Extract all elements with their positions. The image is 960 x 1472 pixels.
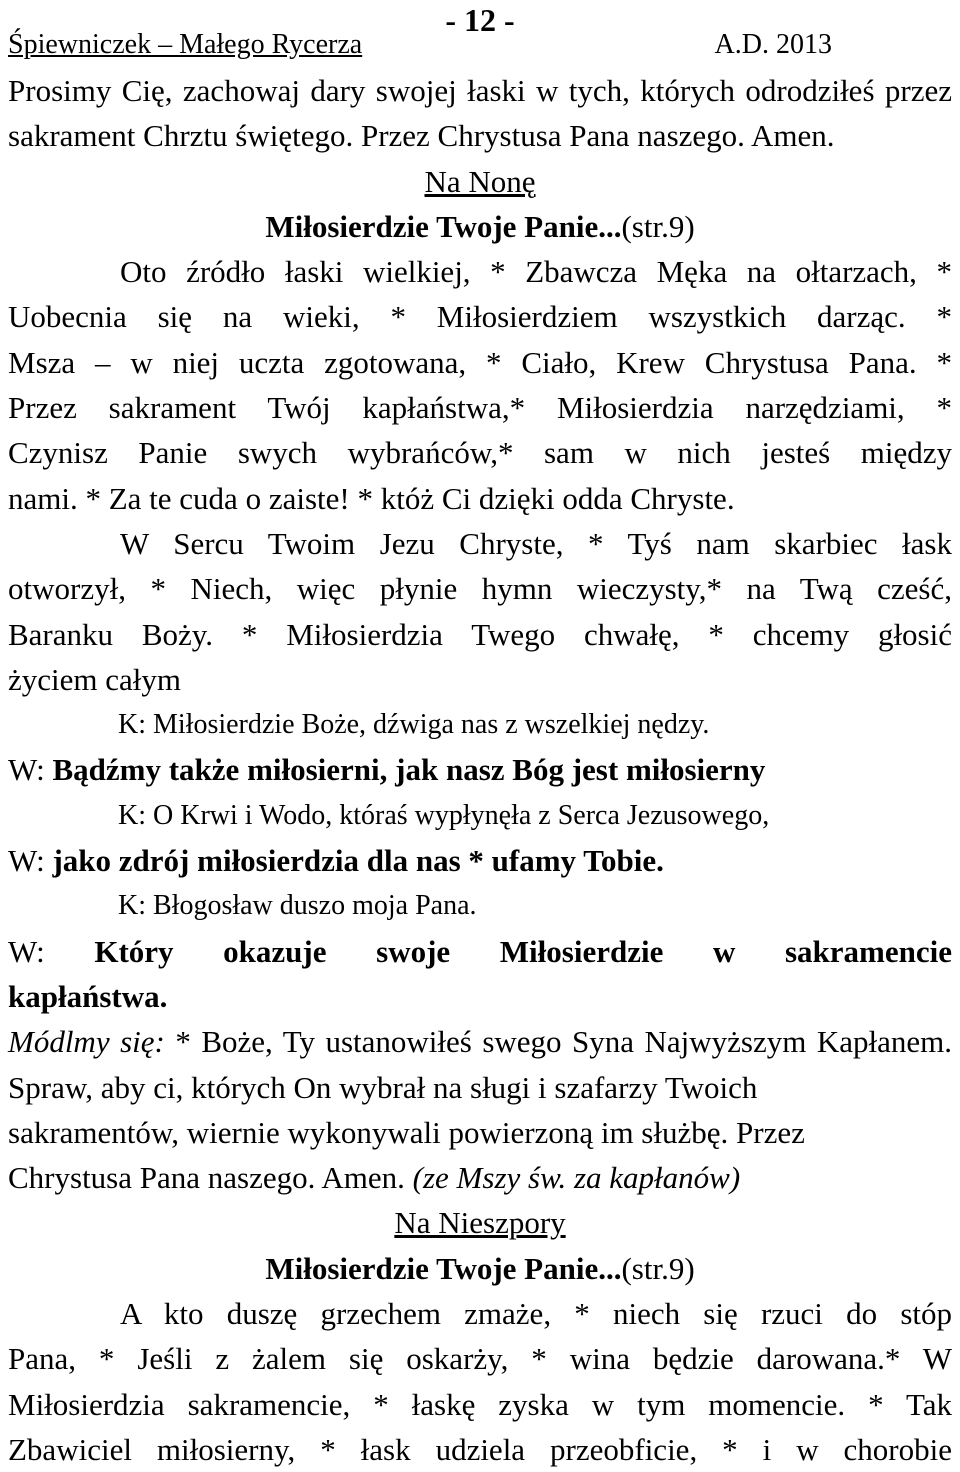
response-w [8, 838, 952, 883]
response-w-label: W: [8, 843, 45, 879]
song-title-line [8, 204, 952, 249]
oration-line: sakramentów, wiernie wykonywali powierzoną im służbę. Przez [8, 1114, 805, 1150]
song-title: Miłosierdzie Twoje Panie... [265, 1250, 622, 1286]
year-label: A.D. 2013 [714, 29, 832, 60]
stanza-2 [8, 521, 952, 702]
oration-line: Spraw, aby ci, których On wybrał na sługi i szafarzy Twoich [8, 1069, 758, 1105]
oration-line: Módlmy się: * Boże, Ty ustanowiłeś swego Syna Najwyższym Kapłanem. [8, 1024, 953, 1060]
song-title-line [8, 1246, 952, 1291]
response-w [8, 929, 952, 974]
response-w-label: W: [8, 933, 45, 969]
oration-line: Chrystusa Pana naszego. Amen. (ze Mszy św. za kapłanów) [8, 1160, 741, 1196]
stanza-line: Przez sakrament Twój kapłaństwa,* Miłosierdzia narzędziami, * [8, 390, 952, 426]
response-w-text: Bądźmy także miłosierni, jak nasz Bóg jest miłosierny [52, 752, 766, 788]
oration [8, 1019, 952, 1200]
responsory [8, 702, 952, 1019]
stanza-line: Oto źródło łaski wielkiej, * Zbawcza Męka na ołtarzach, * [120, 254, 952, 290]
stanza-line: Msza – w niej uczta zgotowana, * Ciało, Krew Chrystusa Pana. * [8, 344, 952, 380]
response-k: K: Miłosierdzie Boże, dźwiga nas z wszelkiej nędzy. [118, 709, 710, 741]
song-title: Miłosierdzie Twoje Panie... [265, 208, 622, 244]
song-page-ref: (str.9) [621, 208, 695, 244]
response-w-label: W: [8, 752, 45, 788]
stanza-line: Miłosierdzia sakramencie, * łaskę zyska w tym momencie. * Tak [8, 1386, 952, 1422]
section-heading-nieszpory: Na Nieszpory [394, 1205, 566, 1241]
response-k: K: Błogosław duszo moja Pana. [118, 890, 477, 922]
oration-label: Módlmy się: [8, 1024, 165, 1060]
stanza-1 [8, 249, 952, 521]
stanza-line: W Sercu Twoim Jezu Chryste, * Tyś nam skarbiec łask [120, 525, 952, 561]
response-w-text: jako zdrój miłosierdzia dla nas * ufamy Tobie. [52, 843, 664, 879]
response-k: K: O Krwi i Wodo, któraś wypłynęła z Serca Jezusowego, [118, 799, 770, 831]
song-page-ref: (str.9) [621, 1250, 695, 1286]
stanza-line: Baranku Boży. * Miłosierdzia Twego chwałę, * chcemy głosić [8, 616, 952, 652]
section-heading-nona: Na Nonę [424, 163, 536, 199]
prayer-conclusion: Prosimy Cię, zachowaj dary swojej łaski w tych, których odrodziłeś przez sakrament Chrztu świętego. Przez Chrystusa Pana naszego. Amen. [8, 73, 952, 154]
stanza-line: Pana, * Jeśli z żalem się oskarży, * wina będzie darowana.* W [8, 1341, 952, 1377]
stanza-line: Czynisz Panie swych wybrańców,* sam w nich jesteś między [8, 435, 952, 471]
stanza-nieszpory [8, 1291, 952, 1472]
stanza-line: A kto duszę grzechem zmaże, * niech się rzuci do stóp [120, 1296, 952, 1332]
response-w [8, 747, 952, 792]
stanza-line: otworzył, * Niech, więc płynie hymn wieczysty,* na Twą cześć, [8, 571, 952, 607]
stanza-line: Zbawiciel miłosierny, * łask udziela przeobficie, * i w chorobie [8, 1431, 952, 1467]
page-number: - 12 - [445, 2, 515, 38]
book-title: Śpiewniczek – Małego Rycerza [8, 29, 363, 60]
stanza-line: nami. * Za te cuda o zaiste! * któż Ci dzięki odda Chryste. [8, 480, 735, 516]
oration-source: (ze Mszy św. za kapłanów) [412, 1160, 741, 1196]
stanza-line: Uobecnia się na wieki, * Miłosierdziem wszystkich darząc. * [8, 299, 952, 335]
response-w-text: Który okazuje swoje Miłosierdzie w sakramencie [94, 933, 952, 969]
stanza-line: życiem całym [8, 661, 181, 697]
response-w-continuation: kapłaństwa. [8, 978, 168, 1014]
